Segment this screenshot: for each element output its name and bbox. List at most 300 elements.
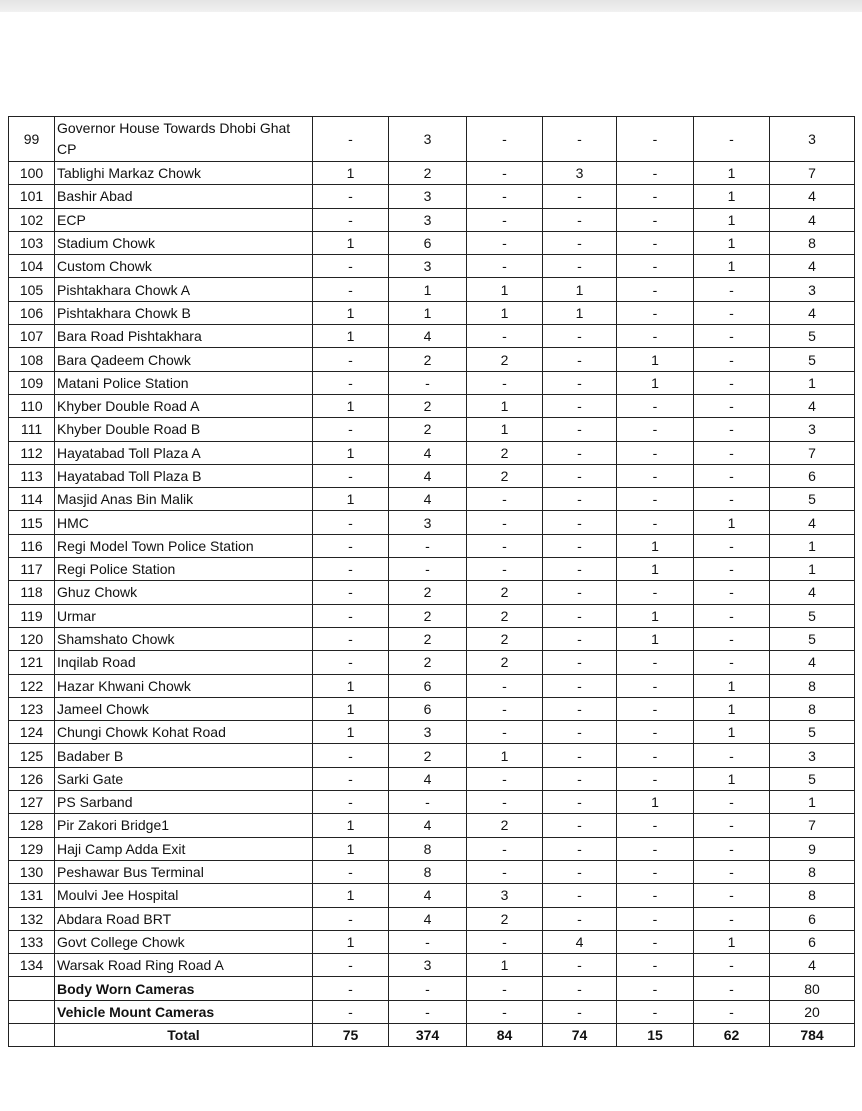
row-total: 8 xyxy=(770,884,855,907)
camera-count: - xyxy=(617,325,694,348)
row-number xyxy=(9,977,55,1000)
camera-count: - xyxy=(543,744,617,767)
camera-count: - xyxy=(543,558,617,581)
camera-count: - xyxy=(694,488,770,511)
location-name: Bashir Abad xyxy=(55,185,313,208)
column-total: 74 xyxy=(543,1023,617,1046)
row-number: 122 xyxy=(9,674,55,697)
row-number: 132 xyxy=(9,907,55,930)
camera-count: 1 xyxy=(617,558,694,581)
camera-count: 1 xyxy=(694,255,770,278)
camera-count: - xyxy=(313,418,389,441)
camera-count: 3 xyxy=(389,117,467,162)
camera-count: - xyxy=(543,231,617,254)
camera-count: 2 xyxy=(467,581,543,604)
table-row xyxy=(9,394,855,417)
camera-count: - xyxy=(543,954,617,977)
row-number: 121 xyxy=(9,651,55,674)
row-number: 127 xyxy=(9,791,55,814)
row-number: 116 xyxy=(9,534,55,557)
row-total: 8 xyxy=(770,231,855,254)
table-row xyxy=(9,907,855,930)
row-total: 4 xyxy=(770,394,855,417)
table-row xyxy=(9,231,855,254)
camera-count: - xyxy=(467,930,543,953)
location-name: Tablighi Markaz Chowk xyxy=(55,162,313,185)
table-row xyxy=(9,697,855,720)
camera-count: - xyxy=(617,651,694,674)
camera-count: - xyxy=(617,278,694,301)
row-number: 117 xyxy=(9,558,55,581)
row-total: 4 xyxy=(770,255,855,278)
camera-count: - xyxy=(617,208,694,231)
row-total: 1 xyxy=(770,558,855,581)
camera-count: - xyxy=(617,488,694,511)
row-number: 108 xyxy=(9,348,55,371)
row-total: 3 xyxy=(770,418,855,441)
camera-count: 1 xyxy=(694,674,770,697)
camera-count: - xyxy=(467,860,543,883)
camera-count: 2 xyxy=(389,394,467,417)
camera-count: 2 xyxy=(467,814,543,837)
row-total: 8 xyxy=(770,674,855,697)
row-total: 7 xyxy=(770,441,855,464)
row-number xyxy=(9,1000,55,1023)
row-total: 6 xyxy=(770,464,855,487)
camera-count: - xyxy=(617,907,694,930)
camera-count: - xyxy=(694,860,770,883)
camera-count: 1 xyxy=(467,418,543,441)
camera-count: - xyxy=(617,721,694,744)
location-name: Regi Model Town Police Station xyxy=(55,534,313,557)
camera-count: 1 xyxy=(313,301,389,324)
row-total: 5 xyxy=(770,721,855,744)
row-number: 101 xyxy=(9,185,55,208)
row-number: 126 xyxy=(9,767,55,790)
camera-count: 4 xyxy=(389,464,467,487)
location-name: Body Worn Cameras xyxy=(55,977,313,1000)
camera-count: - xyxy=(617,977,694,1000)
camera-count: 1 xyxy=(313,325,389,348)
camera-count: 1 xyxy=(313,884,389,907)
camera-count: - xyxy=(543,371,617,394)
camera-count: 1 xyxy=(313,697,389,720)
camera-count: - xyxy=(694,325,770,348)
row-number: 105 xyxy=(9,278,55,301)
location-name: Regi Police Station xyxy=(55,558,313,581)
table-row xyxy=(9,278,855,301)
row-number: 130 xyxy=(9,860,55,883)
location-name: Peshawar Bus Terminal xyxy=(55,860,313,883)
row-total: 8 xyxy=(770,697,855,720)
row-number: 111 xyxy=(9,418,55,441)
camera-count: 1 xyxy=(467,394,543,417)
camera-count: - xyxy=(467,721,543,744)
table-row xyxy=(9,791,855,814)
camera-count: 1 xyxy=(617,604,694,627)
camera-count: 2 xyxy=(389,581,467,604)
camera-count: 4 xyxy=(389,488,467,511)
location-name: Bara Qadeem Chowk xyxy=(55,348,313,371)
camera-count: - xyxy=(543,627,617,650)
camera-count: - xyxy=(543,791,617,814)
camera-count: - xyxy=(543,860,617,883)
camera-count: - xyxy=(467,558,543,581)
camera-count: - xyxy=(617,744,694,767)
row-total: 4 xyxy=(770,954,855,977)
location-name: ECP xyxy=(55,208,313,231)
table-row xyxy=(9,744,855,767)
camera-count: - xyxy=(543,977,617,1000)
camera-count: 6 xyxy=(389,231,467,254)
row-number: 134 xyxy=(9,954,55,977)
camera-count: - xyxy=(543,488,617,511)
camera-count: - xyxy=(617,1000,694,1023)
camera-count: - xyxy=(467,371,543,394)
camera-count: - xyxy=(694,837,770,860)
camera-count: - xyxy=(543,464,617,487)
camera-count: - xyxy=(313,791,389,814)
camera-count: - xyxy=(543,1000,617,1023)
camera-count: - xyxy=(313,464,389,487)
camera-count: - xyxy=(617,581,694,604)
camera-count: 1 xyxy=(694,185,770,208)
row-number: 102 xyxy=(9,208,55,231)
camera-count: 1 xyxy=(313,488,389,511)
camera-count: 1 xyxy=(694,511,770,534)
camera-count: - xyxy=(467,231,543,254)
camera-count: - xyxy=(543,511,617,534)
camera-count: - xyxy=(313,604,389,627)
location-name: Masjid Anas Bin Malik xyxy=(55,488,313,511)
camera-count: - xyxy=(389,534,467,557)
location-name: Ghuz Chowk xyxy=(55,581,313,604)
camera-count: - xyxy=(694,651,770,674)
camera-count: 2 xyxy=(389,162,467,185)
table-row xyxy=(9,441,855,464)
camera-count: - xyxy=(313,907,389,930)
camera-count: 1 xyxy=(617,534,694,557)
location-name: Hazar Khwani Chowk xyxy=(55,674,313,697)
camera-count: 6 xyxy=(389,674,467,697)
row-total: 1 xyxy=(770,534,855,557)
camera-count: - xyxy=(313,117,389,162)
camera-count: - xyxy=(467,488,543,511)
camera-count: - xyxy=(543,208,617,231)
location-name: Inqilab Road xyxy=(55,651,313,674)
location-name: Governor House Towards Dhobi Ghat CP xyxy=(55,117,313,162)
camera-count: - xyxy=(543,441,617,464)
camera-count: - xyxy=(617,117,694,162)
camera-count: - xyxy=(313,767,389,790)
camera-count: - xyxy=(467,511,543,534)
camera-count: 1 xyxy=(313,721,389,744)
camera-count: 3 xyxy=(389,511,467,534)
camera-count: 1 xyxy=(617,791,694,814)
camera-count: 1 xyxy=(313,674,389,697)
location-name: Chungi Chowk Kohat Road xyxy=(55,721,313,744)
camera-count: - xyxy=(543,674,617,697)
camera-count: - xyxy=(543,394,617,417)
camera-count: - xyxy=(467,1000,543,1023)
table-row xyxy=(9,511,855,534)
location-name: Khyber Double Road B xyxy=(55,418,313,441)
table-row xyxy=(9,371,855,394)
row-total: 4 xyxy=(770,185,855,208)
table-row xyxy=(9,464,855,487)
row-number: 104 xyxy=(9,255,55,278)
camera-count: - xyxy=(617,954,694,977)
camera-count: 1 xyxy=(467,744,543,767)
camera-count: 1 xyxy=(313,837,389,860)
column-total: 374 xyxy=(389,1023,467,1046)
table-row xyxy=(9,651,855,674)
row-total: 4 xyxy=(770,581,855,604)
camera-count: - xyxy=(694,394,770,417)
camera-count: 3 xyxy=(467,884,543,907)
table-row xyxy=(9,185,855,208)
column-total: 15 xyxy=(617,1023,694,1046)
location-name: Abdara Road BRT xyxy=(55,907,313,930)
camera-count: - xyxy=(617,837,694,860)
row-total: 1 xyxy=(770,371,855,394)
camera-count: - xyxy=(617,394,694,417)
total-label: Total xyxy=(55,1023,313,1046)
camera-count: - xyxy=(617,674,694,697)
camera-count: 1 xyxy=(694,930,770,953)
camera-count: - xyxy=(694,581,770,604)
camera-count: - xyxy=(617,814,694,837)
camera-count: 2 xyxy=(467,441,543,464)
camera-count: - xyxy=(617,255,694,278)
row-total: 4 xyxy=(770,651,855,674)
table-row xyxy=(9,674,855,697)
table-row xyxy=(9,1000,855,1023)
camera-count: - xyxy=(543,534,617,557)
camera-count: - xyxy=(313,371,389,394)
row-number: 131 xyxy=(9,884,55,907)
camera-count: 4 xyxy=(389,907,467,930)
table-row xyxy=(9,488,855,511)
table-row xyxy=(9,930,855,953)
camera-count: - xyxy=(694,604,770,627)
camera-count: 1 xyxy=(313,814,389,837)
camera-count: 2 xyxy=(389,418,467,441)
camera-count: 1 xyxy=(694,162,770,185)
row-total: 3 xyxy=(770,744,855,767)
table-row xyxy=(9,162,855,185)
row-number: 112 xyxy=(9,441,55,464)
location-name: Badaber B xyxy=(55,744,313,767)
table-row xyxy=(9,767,855,790)
camera-count: - xyxy=(694,1000,770,1023)
row-total: 80 xyxy=(770,977,855,1000)
camera-count: - xyxy=(617,884,694,907)
row-number: 120 xyxy=(9,627,55,650)
row-total: 5 xyxy=(770,348,855,371)
row-number: 124 xyxy=(9,721,55,744)
camera-count: - xyxy=(467,208,543,231)
table-row xyxy=(9,117,855,162)
camera-count: - xyxy=(694,744,770,767)
camera-count: - xyxy=(694,558,770,581)
location-name: PS Sarband xyxy=(55,791,313,814)
camera-count: - xyxy=(313,278,389,301)
camera-count: - xyxy=(389,371,467,394)
camera-count: 4 xyxy=(389,441,467,464)
camera-count: 2 xyxy=(389,348,467,371)
camera-count: 4 xyxy=(543,930,617,953)
camera-count-table xyxy=(8,116,855,1047)
camera-count: 2 xyxy=(389,651,467,674)
camera-count: - xyxy=(313,255,389,278)
camera-count: - xyxy=(467,697,543,720)
table-row xyxy=(9,325,855,348)
camera-count: - xyxy=(694,977,770,1000)
camera-count: - xyxy=(694,534,770,557)
row-total: 3 xyxy=(770,278,855,301)
camera-count: 1 xyxy=(467,278,543,301)
row-number: 133 xyxy=(9,930,55,953)
top-bar xyxy=(0,0,862,12)
location-name: Pishtakhara Chowk A xyxy=(55,278,313,301)
camera-count: - xyxy=(467,674,543,697)
table-row xyxy=(9,418,855,441)
row-number: 100 xyxy=(9,162,55,185)
camera-count: 1 xyxy=(389,301,467,324)
row-number: 109 xyxy=(9,371,55,394)
camera-count: 1 xyxy=(313,231,389,254)
camera-count: - xyxy=(617,860,694,883)
row-total: 9 xyxy=(770,837,855,860)
table-row xyxy=(9,721,855,744)
row-total: 5 xyxy=(770,488,855,511)
camera-count: 2 xyxy=(467,604,543,627)
camera-count: 1 xyxy=(313,394,389,417)
camera-count: 1 xyxy=(617,371,694,394)
row-number: 125 xyxy=(9,744,55,767)
row-number: 123 xyxy=(9,697,55,720)
camera-count: 2 xyxy=(467,627,543,650)
camera-count: - xyxy=(617,464,694,487)
column-total: 62 xyxy=(694,1023,770,1046)
camera-count: - xyxy=(313,627,389,650)
row-number: 128 xyxy=(9,814,55,837)
camera-count: 3 xyxy=(389,185,467,208)
camera-count: - xyxy=(467,185,543,208)
table-row xyxy=(9,255,855,278)
total-blank-cell xyxy=(9,1023,55,1046)
location-name: Warsak Road Ring Road A xyxy=(55,954,313,977)
camera-count: - xyxy=(694,441,770,464)
table-row xyxy=(9,348,855,371)
camera-count: - xyxy=(467,255,543,278)
table-row xyxy=(9,208,855,231)
camera-count: - xyxy=(543,651,617,674)
row-total: 4 xyxy=(770,301,855,324)
camera-count: 1 xyxy=(694,231,770,254)
camera-count: - xyxy=(694,348,770,371)
camera-count: - xyxy=(543,604,617,627)
camera-count: - xyxy=(313,185,389,208)
camera-count: - xyxy=(467,534,543,557)
row-total: 6 xyxy=(770,907,855,930)
camera-count: 2 xyxy=(389,604,467,627)
location-name: Sarki Gate xyxy=(55,767,313,790)
column-total: 75 xyxy=(313,1023,389,1046)
camera-count: - xyxy=(617,185,694,208)
row-total: 5 xyxy=(770,627,855,650)
camera-count: - xyxy=(694,884,770,907)
camera-count: - xyxy=(467,837,543,860)
row-total: 4 xyxy=(770,511,855,534)
camera-count: 1 xyxy=(467,954,543,977)
camera-count: 1 xyxy=(694,697,770,720)
row-number: 113 xyxy=(9,464,55,487)
camera-count: 1 xyxy=(694,767,770,790)
camera-count: - xyxy=(543,767,617,790)
camera-count: 3 xyxy=(389,721,467,744)
camera-count: 4 xyxy=(389,325,467,348)
camera-count: 2 xyxy=(389,627,467,650)
row-number: 106 xyxy=(9,301,55,324)
camera-count: - xyxy=(313,954,389,977)
camera-count: - xyxy=(313,208,389,231)
camera-count: - xyxy=(313,860,389,883)
row-total: 5 xyxy=(770,604,855,627)
table-row xyxy=(9,558,855,581)
location-name: Shamshato Chowk xyxy=(55,627,313,650)
camera-count: - xyxy=(389,977,467,1000)
row-number: 118 xyxy=(9,581,55,604)
camera-count: 3 xyxy=(389,208,467,231)
location-name: Govt College Chowk xyxy=(55,930,313,953)
table-row xyxy=(9,604,855,627)
camera-count: - xyxy=(543,418,617,441)
grand-total: 784 xyxy=(770,1023,855,1046)
camera-count: 1 xyxy=(694,208,770,231)
camera-count: 8 xyxy=(389,860,467,883)
location-name: Haji Camp Adda Exit xyxy=(55,837,313,860)
row-total: 5 xyxy=(770,767,855,790)
camera-count: - xyxy=(313,558,389,581)
camera-count: - xyxy=(313,511,389,534)
camera-count: 1 xyxy=(617,348,694,371)
camera-count: - xyxy=(617,231,694,254)
camera-count: - xyxy=(694,954,770,977)
row-number: 99 xyxy=(9,117,55,162)
camera-count: - xyxy=(313,977,389,1000)
location-name: Vehicle Mount Cameras xyxy=(55,1000,313,1023)
camera-count: - xyxy=(694,371,770,394)
table-row xyxy=(9,977,855,1000)
location-name: Urmar xyxy=(55,604,313,627)
camera-count: - xyxy=(694,418,770,441)
camera-count: 4 xyxy=(389,814,467,837)
camera-count: - xyxy=(543,581,617,604)
camera-count: - xyxy=(543,721,617,744)
row-total: 7 xyxy=(770,814,855,837)
camera-count: 1 xyxy=(617,627,694,650)
camera-count: - xyxy=(389,558,467,581)
camera-count: - xyxy=(543,884,617,907)
location-name: Hayatabad Toll Plaza A xyxy=(55,441,313,464)
table-row xyxy=(9,814,855,837)
row-total: 1 xyxy=(770,791,855,814)
camera-count: - xyxy=(617,441,694,464)
camera-count: - xyxy=(543,697,617,720)
camera-count: - xyxy=(467,162,543,185)
